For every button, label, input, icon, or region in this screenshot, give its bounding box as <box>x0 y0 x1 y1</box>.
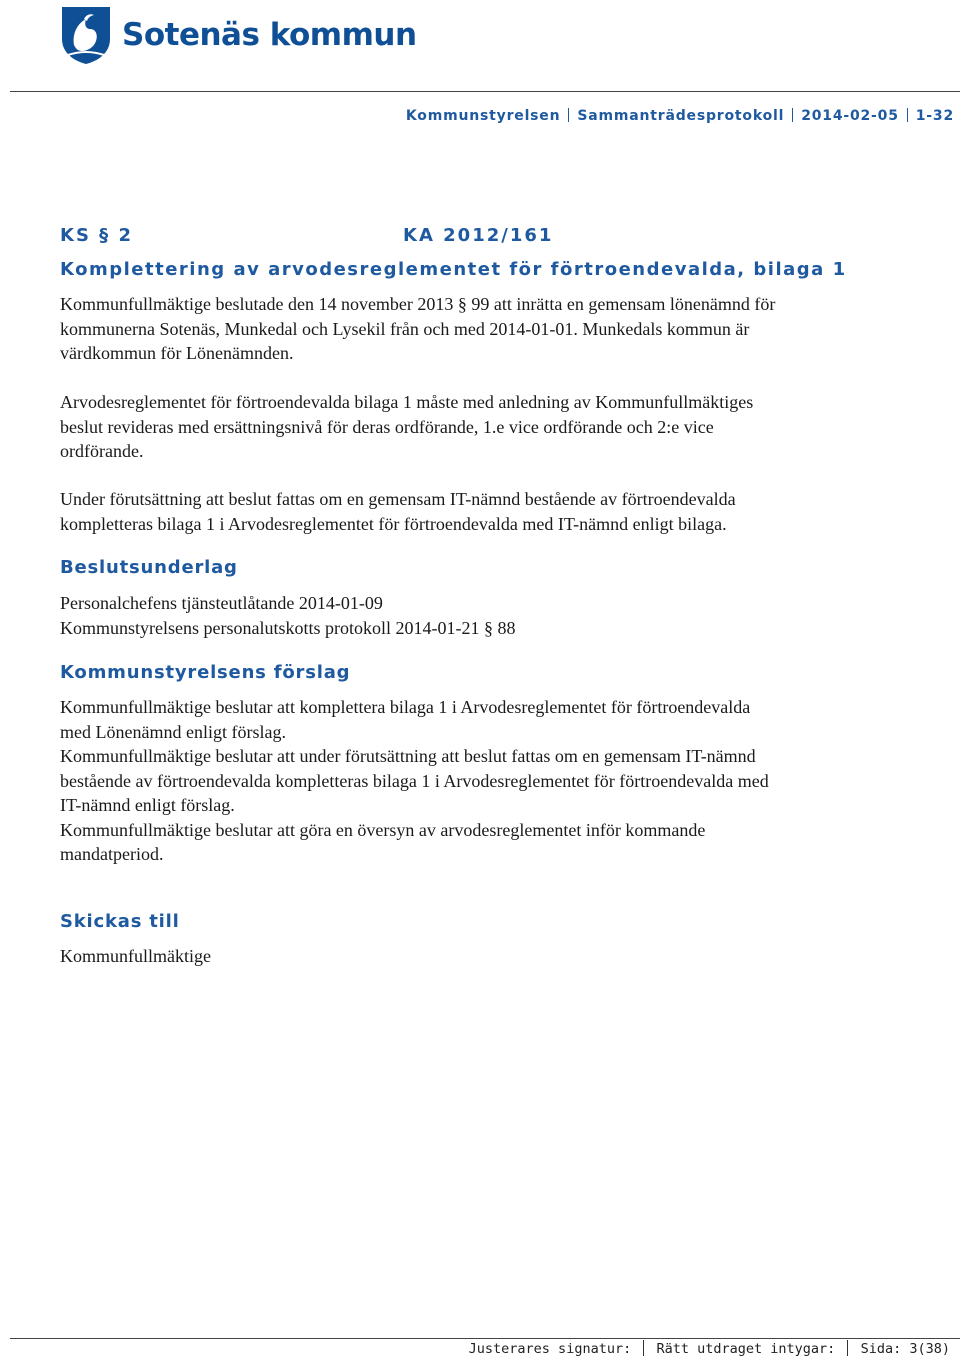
footer-page-number: Sida: 3(38) <box>860 1341 950 1357</box>
header-separator <box>568 108 569 122</box>
logo-text: Sotenäs kommun <box>122 17 417 53</box>
header-org: Kommunstyrelsen <box>405 108 561 124</box>
beslutsunderlag-list <box>60 591 515 640</box>
text-line: Kommunstyrelsens personalutskotts protokoll 2014-01-21 § 88 <box>60 617 516 638</box>
header-separator <box>907 108 908 122</box>
running-header <box>406 108 954 124</box>
logo <box>60 4 417 66</box>
header-pages: 1-32 <box>915 108 954 124</box>
skickas-heading: Skickas till <box>60 911 180 932</box>
text-line: kommunerna Sotenäs, Munkedal och Lysekil från och med 2014-01-01. Munkedals kommun är <box>60 318 750 339</box>
beslutsunderlag-heading: Beslutsunderlag <box>60 557 238 578</box>
paragraph-background <box>60 292 775 366</box>
text-line: beslut revideras med ersättningsnivå för deras ordförande, 1.e vice ordförande och 2:e vice <box>60 416 714 437</box>
coat-of-arms-icon <box>60 5 112 65</box>
forslag-text <box>60 695 769 867</box>
text-line: mandatperiod. <box>60 844 164 864</box>
text-line: med Lönenämnd enligt förslag. <box>60 721 286 742</box>
page-footer <box>469 1340 950 1357</box>
text-line: Kommunfullmäktige beslutar att komplettera bilaga 1 i Arvodesreglementet för förtroendevalda <box>60 697 751 717</box>
text-line: ordförande. <box>60 441 144 461</box>
item-title: Komplettering av arvodesreglementet för förtroendevalda, bilaga 1 <box>60 259 847 280</box>
header-separator <box>792 108 793 122</box>
skickas-recipient: Kommunfullmäktige <box>60 946 211 966</box>
text-line: värdkommun för Lönenämnden. <box>60 343 294 363</box>
text-line: Arvodesreglementet för förtroendevalda bilaga 1 måste med anledning av Kommunfullmäktiges <box>60 392 754 412</box>
footer-ratt-utdraget: Rätt utdraget intygar: <box>656 1341 836 1357</box>
paragraph-revision <box>60 390 753 464</box>
paragraph-it-namnd <box>60 487 736 536</box>
item-number: KS § 2 <box>60 225 133 246</box>
text-line: bestående av förtroendevalda kompletteras bilaga 1 i Arvodesreglementet för förtroendevalda med <box>60 770 769 791</box>
forslag-heading: Kommunstyrelsens förslag <box>60 662 351 683</box>
text-line: Kommunfullmäktige beslutar att under förutsättning att beslut fattas om en gemensam IT-nämnd <box>60 746 756 766</box>
footer-separator <box>643 1340 644 1356</box>
text-line: Under förutsättning att beslut fattas om en gemensam IT-nämnd bestående av förtroendevalda <box>60 489 736 509</box>
text-line: Personalchefens tjänsteutlåtande 2014-01-09 <box>60 593 383 613</box>
footer-justerare: Justerares signatur: <box>468 1341 632 1357</box>
header-date: 2014-02-05 <box>801 108 899 124</box>
text-line: Kommunfullmäktige beslutar att göra en översyn av arvodesreglementet inför kommande <box>60 819 706 840</box>
case-number: KA 2012/161 <box>403 225 554 246</box>
footer-separator <box>847 1340 848 1356</box>
text-line: IT-nämnd enligt förslag. <box>60 795 235 815</box>
footer-divider <box>10 1338 960 1339</box>
text-line: Kommunfullmäktige beslutade den 14 november 2013 § 99 att inrätta en gemensam lönenämnd för <box>60 294 776 314</box>
text-line: kompletteras bilaga 1 i Arvodesreglementet för förtroendevalda med IT-nämnd enligt bilaga. <box>60 513 727 534</box>
header-doc: Sammanträdesprotokoll <box>577 108 785 124</box>
header-divider <box>10 91 960 92</box>
